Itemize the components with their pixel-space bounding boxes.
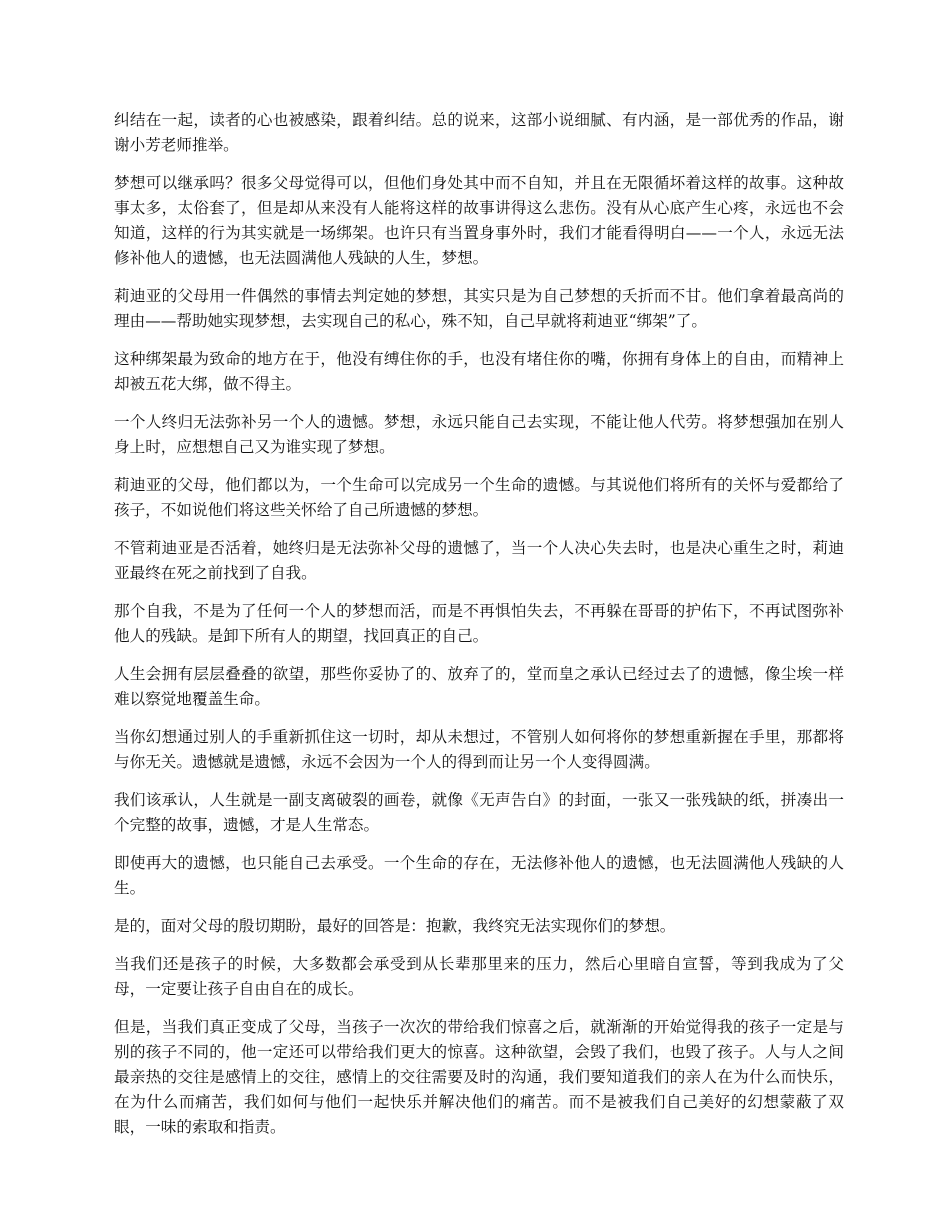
paragraph-6: 莉迪亚的父母，他们都以为，一个生命可以完成另一个生命的遗憾。与其说他们将所有的关怀与爱都给了孩子，不如说他们将这些关怀给了自己所遗憾的梦想。 <box>114 476 844 519</box>
paragraph-4: 这种绑架最为致命的地方在于，他没有缚住你的手，也没有堵住你的嘴，你拥有身体上的自由，而精神上却被五花大绑，做不得主。 <box>114 350 844 393</box>
paragraph-8: 那个自我，不是为了任何一个人的梦想而活，而是不再惧怕失去，不再躲在哥哥的护佑下，不再试图弥补他人的残缺。是卸下所有人的期望，找回真正的自己。 <box>114 602 844 645</box>
paragraph-11: 我们该承认，人生就是一副支离破裂的画卷，就像《无声告白》的封面，一张又一张残缺的纸，拼凑出一个完整的故事，遗憾，才是人生常态。 <box>114 791 844 834</box>
paragraph-5: 一个人终归无法弥补另一个人的遗憾。梦想，永远只能自己去实现，不能让他人代劳。将梦想强加在别人身上时，应想想自己又为谁实现了梦想。 <box>114 413 844 456</box>
paragraph-3: 莉迪亚的父母用一件偶然的事情去判定她的梦想，其实只是为自己梦想的夭折而不甘。他们拿着最高尚的理由——帮助她实现梦想，去实现自己的私心，殊不知，自己早就将莉迪亚“绑架”了。 <box>114 287 844 330</box>
paragraph-7: 不管莉迪亚是否活着，她终归是无法弥补父母的遗憾了，当一个人决心失去时，也是决心重生之时，莉迪亚最终在死之前找到了自我。 <box>114 539 844 582</box>
paragraph-15: 但是，当我们真正变成了父母，当孩子一次次的带给我们惊喜之后，就渐渐的开始觉得我的孩子一定是与别的孩子不同的，他一定还可以带给我们更大的惊喜。这种欲望，会毁了我们，也毁了孩子。人与人之间最亲热的交往是感情上的交往，感情上的交往需要及时的沟通，我们要知道我们的亲人在为什么而快乐，在为什么而痛苦，我们如何与他们一起快乐并解决他们的痛苦。而不是被我们自己美好的幻想蒙蔽了双眼，一味的索取和指责。 <box>114 1018 844 1136</box>
document-body <box>114 108 844 1153</box>
paragraph-10: 当你幻想通过别人的手重新抓住这一切时，却从未想过，不管别人如何将你的梦想重新握在手里，那都将与你无关。遗憾就是遗憾，永远不会因为一个人的得到而让另一个人变得圆满。 <box>114 728 844 771</box>
paragraph-14: 当我们还是孩子的时候，大多数都会承受到从长辈那里来的压力，然后心里暗自宣誓，等到我成为了父母，一定要让孩子自由自在的成长。 <box>114 955 844 998</box>
paragraph-12: 即使再大的遗憾，也只能自己去承受。一个生命的存在，无法修补他人的遗憾，也无法圆满他人残缺的人生。 <box>114 854 844 897</box>
paragraph-9: 人生会拥有层层叠叠的欲望，那些你妥协了的、放弃了的，堂而皇之承认已经过去了的遗憾，像尘埃一样难以察觉地覆盖生命。 <box>114 665 844 708</box>
paragraph-1: 纠结在一起，读者的心也被感染，跟着纠结。总的说来，这部小说细腻、有内涵，是一部优秀的作品，谢谢小芳老师推举。 <box>114 111 844 154</box>
paragraph-13: 是的，面对父母的殷切期盼，最好的回答是：抱歉，我终究无法实现你们的梦想。 <box>114 917 676 935</box>
paragraph-2: 梦想可以继承吗？很多父母觉得可以，但他们身处其中而不自知，并且在无限循坏着这样的故事。这种故事太多，太俗套了，但是却从来没有人能将这样的故事讲得这么悲伤。没有从心底产生心疼，永远也不会知道，这样的行为其实就是一场绑架。也许只有当置身事外时，我们才能看得明白——一个人，永远无法修补他人的遗憾，也无法圆满他人残缺的人生，梦想。 <box>114 174 844 267</box>
